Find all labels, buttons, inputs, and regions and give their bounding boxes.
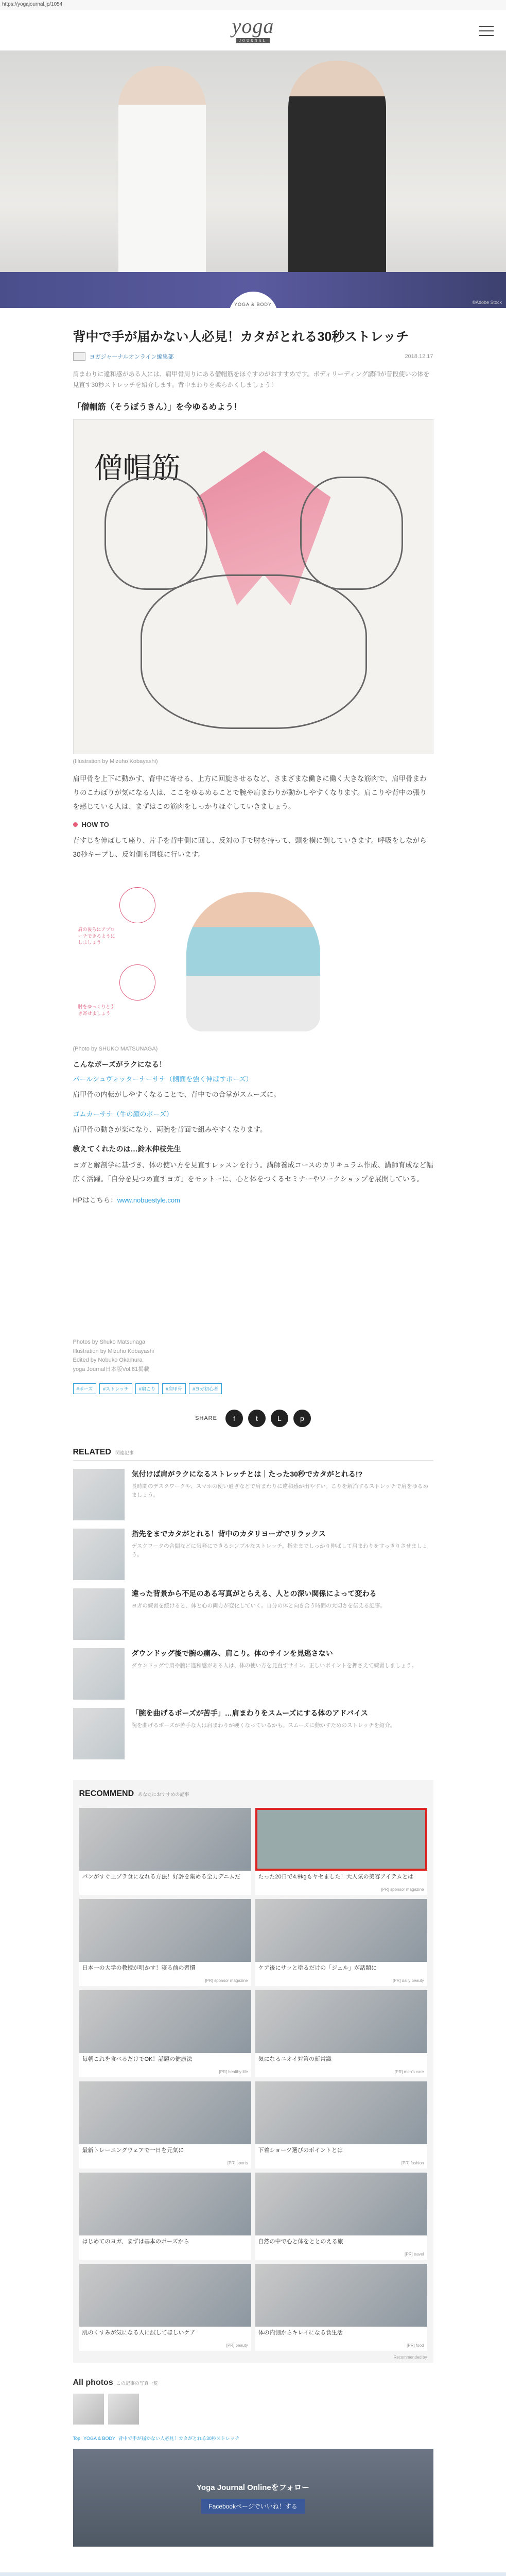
photo-note-1: 肩の後ろにアプローチできるようにしましょう <box>78 926 115 945</box>
teacher-site-label: HPはこちら： <box>73 1196 117 1204</box>
recommend-text: 気になるニオイ対策の新常識 <box>258 2056 331 2063</box>
recommend-sponsor: [PR] travel <box>405 2252 424 2257</box>
site-footer <box>0 2572 506 2576</box>
recommend-text: たった20日で4.9kgもヤセました！大人気の美容アイテムとは <box>258 1874 414 1880</box>
ad-space <box>73 1214 433 1338</box>
right-scapula-shape <box>300 477 403 590</box>
recommend-grid <box>79 1808 427 2351</box>
credit-line: yoga Journal日本版Vol.61掲載 <box>73 1366 150 1372</box>
tag[interactable]: #肩こり <box>135 1383 159 1394</box>
recommend-sponsor: [PR] sponsor magazine <box>381 1887 424 1892</box>
recommend-image <box>79 2173 251 2235</box>
recommend-sponsor: [PR] food <box>407 2343 424 2348</box>
howto-label: HOW TO <box>81 820 109 828</box>
breadcrumb-item[interactable]: YOGA & BODY <box>83 2436 116 2442</box>
related-thumb <box>73 1648 125 1700</box>
tag[interactable]: #ヨガ初心者 <box>189 1383 222 1394</box>
recommend-text: ケア後にサッと塗るだけの「ジェル」が話題に <box>258 1965 377 1972</box>
related-item[interactable] <box>73 1648 433 1700</box>
recommend-card[interactable] <box>255 1990 427 2077</box>
logo-sub: JOURNAL <box>236 38 270 43</box>
detail-circle-1 <box>119 887 155 923</box>
recommend-sponsor: [PR] fashion <box>401 2161 424 2166</box>
recommend-text: 自然の中で心と体をととのえる旅 <box>258 2239 343 2245</box>
recommend-card[interactable] <box>255 2264 427 2351</box>
line-icon[interactable]: L <box>271 1410 288 1427</box>
category-badge[interactable]: YOGA & BODY <box>229 292 278 325</box>
related-item-title: 「腕を曲げるポーズが苦手」…肩まわりをスムーズにする体のアドバイス <box>131 1709 368 1718</box>
article <box>73 329 433 2547</box>
related-item[interactable] <box>73 1529 433 1580</box>
recommend-text: 日本一の大学の教授が明かす！寝る前の習慣 <box>82 1965 196 1972</box>
twitter-icon[interactable]: t <box>248 1410 266 1427</box>
recommend-sub: あなたにおすすめの記事 <box>138 1792 189 1798</box>
recommend-text: 最新トレーニングウェアで一日を元気に <box>82 2147 184 2154</box>
teacher-site-link[interactable]: www.nobuestyle.com <box>117 1196 180 1204</box>
share-bar <box>73 1410 433 1427</box>
illustration-label: 僧帽筋 <box>94 451 181 485</box>
recommend-image <box>79 1990 251 2053</box>
recommend-text: 肌のくすみが気になる人に試してほしいケア <box>82 2330 196 2336</box>
recommend-card[interactable] <box>255 1808 427 1895</box>
recommend-image <box>79 2264 251 2327</box>
author-avatar <box>73 352 85 361</box>
related-item-title: ダウンドッグ後で腕の痛み、肩こり。体のサインを見逃さない <box>131 1649 333 1658</box>
related-item[interactable] <box>73 1708 433 1759</box>
recommend-image <box>255 1808 427 1871</box>
recommend-image <box>79 1808 251 1871</box>
facebook-follow-box <box>73 2449 433 2547</box>
facebook-follow-title: Yoga Journal Onlineをフォロー <box>197 2483 309 2493</box>
tag[interactable]: #ポーズ <box>73 1383 97 1394</box>
recommend-card[interactable] <box>79 2173 251 2260</box>
credit-line: Photos by Shuko Matsunaga <box>73 1338 146 1345</box>
url-bar <box>0 0 506 10</box>
recommend-image <box>255 1990 427 2053</box>
pose-link-1[interactable]: パールシュヴォッターナーサナ（側面を強く伸ばすポーズ） <box>73 1075 253 1083</box>
teacher-site <box>73 1193 433 1207</box>
recommend-image <box>255 2173 427 2235</box>
recommend-card[interactable] <box>79 2081 251 2168</box>
photo-note-2: 肘をゆっくりと引き寄せましょう <box>78 1004 115 1016</box>
related-item-desc: ダウンドッグで肩や腕に違和感がある人は、体の使い方を見直すサイン。正しいポイントを押さえて練習しましょう。 <box>131 1663 417 1669</box>
recommend-card[interactable] <box>255 1899 427 1986</box>
logo-main: yoga <box>232 14 274 38</box>
related-thumb <box>73 1529 125 1580</box>
publish-date: 2018.12.17 <box>405 353 433 360</box>
hero-figure-left <box>118 66 206 282</box>
detail-circle-2 <box>119 964 155 1001</box>
recommend-title: RECOMMEND <box>79 1789 134 1799</box>
recommend-sponsor <box>79 1887 251 1890</box>
pose-photo <box>73 872 433 1042</box>
related-sub: 関連記事 <box>115 1450 134 1456</box>
recommend-image <box>79 2081 251 2144</box>
tag-list <box>73 1383 433 1394</box>
tag[interactable]: #ストレッチ <box>99 1383 132 1394</box>
howto-heading <box>73 821 433 828</box>
pose-link-2[interactable]: ゴムカーサナ（牛の顔のポーズ） <box>73 1110 173 1118</box>
related-item-desc: 長時間のデスクワークや、スマホの使い過ぎなどで肩まわりに違和感が出やすい。こりを解消するストレッチで肩をゆるめましょう。 <box>131 1483 429 1499</box>
recommend-powered: Recommended by <box>393 2355 427 2360</box>
related-thumb <box>73 1469 125 1520</box>
recommend-card[interactable] <box>255 2173 427 2260</box>
anatomy-illustration <box>73 419 433 754</box>
recommend-section <box>73 1780 433 2363</box>
hamburger-menu-icon[interactable] <box>479 26 494 36</box>
recommend-image <box>255 2081 427 2144</box>
related-header <box>73 1448 433 1461</box>
recommend-text: 毎朝これを食べるだけでOK！話題の健康法 <box>82 2056 193 2063</box>
paragraph-2: 背すじを伸ばして座り、片手を背中側に回し、反対の手で肘を持って、頭を横に倒していきます。呼吸をしながら30秒キープし、反対側も同様に行います。 <box>73 836 427 858</box>
credit-line: Illustration by Mizuho Kobayashi <box>73 1348 154 1354</box>
recommend-sponsor: [PR] sponsor magazine <box>205 1978 248 1984</box>
recommend-image <box>255 2264 427 2327</box>
illustration-caption: (Illustration by Mizuho Kobayashi) <box>73 758 158 765</box>
all-photos-title: All photos <box>73 2378 113 2387</box>
related-item-title: 指先をまでカタがとれる！背中のカタリヨーガでリラックス <box>131 1530 326 1538</box>
hero-image <box>0 50 506 308</box>
recommend-text: はじめてのヨガ、まずは基本のポーズから <box>82 2239 189 2245</box>
credit-line: Edited by Nobuko Okamura <box>73 1357 143 1364</box>
section-heading: 「僧帽筋（そうぼうきん）」を今ゆるめよう！ <box>73 402 242 412</box>
photo-thumb[interactable] <box>73 2394 104 2425</box>
recommend-header <box>79 1787 427 1801</box>
url-text: https://yogajournal.jp/1054 <box>2 2 63 7</box>
recommend-sponsor: [PR] beauty <box>226 2343 248 2348</box>
facebook-icon[interactable]: f <box>225 1410 243 1427</box>
article-meta <box>73 352 433 361</box>
ribcage-shape <box>141 574 367 729</box>
recommend-card[interactable] <box>79 1990 251 2077</box>
photo-thumbs <box>73 2394 433 2425</box>
facebook-like-button[interactable]: Facebookページでいいね！する <box>201 2499 304 2514</box>
paragraph-1: 肩甲骨を上下に動かす、背中に寄せる、上方に回旋させるなど、さまざまな働きに働く大きな筋肉で、肩甲骨まわりのこわばりが気になる人は、ここをゆるめることで腕や肩まわりが動かしやすくなります。肩こりや背中の張りを感じている人は、まずはこの筋肉をしっかりほぐしていきましょう。 <box>73 774 427 810</box>
recommend-sponsor <box>79 2252 251 2255</box>
author-link[interactable]: ヨガジャーナルオンライン編集部 <box>89 353 174 360</box>
recommend-card[interactable] <box>79 2264 251 2351</box>
left-scapula-shape <box>104 477 207 590</box>
hero-credit: ©Adobe Stock <box>472 300 502 305</box>
recommend-image <box>255 1899 427 1962</box>
related-thumb <box>73 1708 125 1759</box>
recommend-image <box>79 1899 251 1962</box>
all-photos-sub: この記事の写真一覧 <box>116 2381 158 2386</box>
paragraph-3: 肩甲骨の内転がしやすくなることで、背中での合掌がスムーズに。 <box>73 1090 281 1098</box>
model-figure <box>186 892 320 1031</box>
photo-thumb[interactable] <box>108 2394 139 2425</box>
recommend-card[interactable] <box>79 1899 251 1986</box>
tag[interactable]: #肩甲骨 <box>162 1383 186 1394</box>
teacher-bio: ヨガと解剖学に基づき、体の使い方を見直すレッスンを行う。講師養成コースのカリキュラム作成、講師育成など幅広く活躍。「自分を見つめ直すヨガ」をモットーに、心と体をつくるセミナーやワークショップを展開している。 <box>73 1161 433 1183</box>
related-item-desc: ヨガの練習を続けると、体と心の両方が変化していく。自分の体と向き合う時間の大切さを伝える記事。 <box>131 1603 386 1609</box>
pinterest-icon[interactable]: p <box>293 1410 311 1427</box>
related-item[interactable] <box>73 1469 433 1520</box>
bullet-dot-icon <box>73 822 78 827</box>
recommend-text: パンがすぐ上ブラ食になれる方法！好評を集める全力デニムだ <box>82 1874 241 1880</box>
paragraph-4: 肩甲骨の動きが楽になり、両腕を背面で組みやすくなります。 <box>73 1125 267 1133</box>
site-header <box>0 10 506 50</box>
article-lead: 肩まわりに違和感がある人には、肩甲骨周りにある僧帽筋をほぐすのがおすすめです。ボディリーディング講師が普段使いの体を見直す30秒ストレッチを紹介します。背中まわりを柔らかくしましょう！ <box>73 370 430 389</box>
related-title: RELATED <box>73 1448 111 1457</box>
article-title: 背中で手が届かない人必見！カタがとれる30秒ストレッチ <box>73 330 409 344</box>
recommend-sponsor: [PR] men's care <box>394 2070 424 2075</box>
related-item-desc: デスクワークの合間などに気軽にできるシンプルなストレッチ。指先までしっかり伸ばして肩まわりをすっきりさせましょう。 <box>131 1543 428 1558</box>
related-item-title: 気付けば肩がラクになるストレッチとは｜たった30秒でカタがとれる!? <box>131 1470 363 1479</box>
recommend-sponsor: [PR] daily beauty <box>393 1978 424 1984</box>
breadcrumb-item[interactable]: Top <box>73 2436 81 2442</box>
recommend-sponsor: [PR] sports <box>227 2161 248 2166</box>
site-logo[interactable] <box>232 16 274 44</box>
related-item[interactable] <box>73 1588 433 1640</box>
all-photos <box>73 2378 433 2425</box>
points-title: こんなポーズがラクになる！ <box>73 1060 166 1069</box>
recommend-card[interactable] <box>255 2081 427 2168</box>
related-item-desc: 腕を曲げるポーズが苦手な人は肩まわりが硬くなっているかも。スムーズに動かすためのストレッチを紹介。 <box>131 1722 396 1729</box>
breadcrumb-item: 背中で手が届かない人必見！カタがとれる30秒ストレッチ <box>118 2436 239 2442</box>
recommend-sponsor: [PR] healthy life <box>219 2070 248 2075</box>
related-item-title: 違った背景から不足のある写真がとらえる、人との深い関係によって変わる <box>131 1589 377 1598</box>
recommend-text: 下着ショーツ選びのポイントとは <box>258 2147 343 2154</box>
photo-caption: (Photo by SHUKO MATSUNAGA) <box>73 1045 158 1052</box>
article-credits <box>73 1338 433 1374</box>
recommend-text: 体の内側からキレイになる食生活 <box>258 2330 343 2336</box>
hero-figure-right <box>288 61 386 282</box>
teacher-heading: 教えてくれたのは…鈴木伸枝先生 <box>73 1144 181 1153</box>
breadcrumb <box>73 2435 433 2442</box>
related-thumb <box>73 1588 125 1640</box>
points-section <box>73 1059 433 1207</box>
recommend-card[interactable] <box>79 1808 251 1895</box>
share-label: SHARE <box>195 1415 217 1422</box>
